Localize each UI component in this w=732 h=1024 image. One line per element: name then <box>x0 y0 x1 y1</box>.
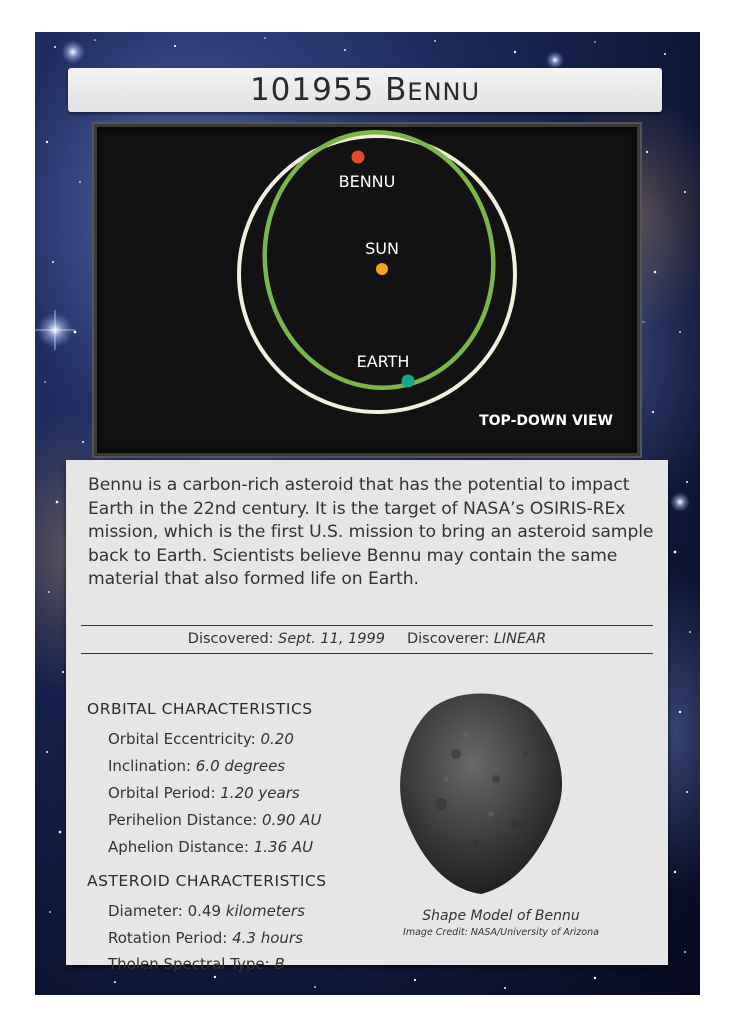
prop-label: Diameter: <box>108 902 188 920</box>
rotation-period <box>108 929 303 947</box>
tholen-spectral-type <box>108 955 285 973</box>
discovered-label: Discovered: <box>187 631 279 647</box>
title-main: 101955 B <box>249 72 408 108</box>
earth-dot <box>402 375 415 388</box>
prop-value: 0.20 <box>260 730 294 748</box>
orbital-period <box>108 784 300 802</box>
asteroid-heading: ASTEROID CHARACTERISTICS <box>87 872 327 890</box>
divider-bottom <box>81 653 653 654</box>
prop-value: 4.3 hours <box>232 929 303 947</box>
earth-label: EARTH <box>356 352 410 371</box>
page-title <box>250 72 480 108</box>
orbit-diagram-frame <box>94 124 640 456</box>
image-credit: Image Credit: NASA/University of Arizona <box>403 927 599 938</box>
aphelion-distance <box>108 838 313 856</box>
prop-label: Inclination: <box>108 757 196 775</box>
prop-value: 1.36 AU <box>253 838 314 856</box>
divider-top <box>81 625 653 626</box>
sun-dot <box>376 263 388 275</box>
orbital-eccentricity <box>108 730 294 748</box>
perihelion-distance <box>108 811 321 829</box>
prop-value-plain: 0.49 <box>187 902 226 920</box>
image-caption: Shape Model of Bennu <box>422 908 580 924</box>
orbital-heading: ORBITAL CHARACTERISTICS <box>87 700 313 718</box>
prop-label: Perihelion Distance: <box>108 811 263 829</box>
view-label: TOP-DOWN VIEW <box>479 413 613 429</box>
prop-label: Aphelion Distance: <box>108 838 254 856</box>
bennu-dot <box>352 151 365 164</box>
bennu-label: BENNU <box>338 172 396 191</box>
title-banner <box>68 68 662 112</box>
orbit-diagram <box>97 127 637 453</box>
prop-value: 1.20 years <box>220 784 300 802</box>
prop-label: Orbital Eccentricity: <box>108 730 261 748</box>
prop-label: Rotation Period: <box>108 929 233 947</box>
discovered-value: Sept. 11, 1999 <box>278 631 385 647</box>
discovery-row <box>81 628 653 650</box>
title-smallcaps: ENNU <box>407 78 481 106</box>
prop-value: 6.0 degrees <box>195 757 286 775</box>
description-text: Bennu is a carbon-rich asteroid that has the potential to impact Earth in the 22nd century. It is the target of NASA’s OSIRIS-REx mission, which is the first U.S. mission to bring an asteroid sample back to Earth. Scientists believe Bennu may contain the same material that also formed life on Earth. <box>88 475 654 589</box>
prop-label: Orbital Period: <box>108 784 221 802</box>
discoverer-value: LINEAR <box>493 631 547 647</box>
bennu-card <box>35 32 700 995</box>
prop-value: 0.90 AU <box>262 811 322 829</box>
info-panel <box>66 460 668 973</box>
prop-value: kilometers <box>225 902 305 920</box>
diameter <box>108 902 305 920</box>
asteroid-illustration <box>396 684 566 904</box>
inclination <box>108 757 285 775</box>
prop-value: B <box>274 955 285 973</box>
bennu-shape-image <box>396 684 566 904</box>
sun-label: SUN <box>365 239 399 258</box>
discoverer-label: Discoverer: <box>406 631 494 647</box>
prop-label: Tholen Spectral Type: <box>108 955 275 973</box>
